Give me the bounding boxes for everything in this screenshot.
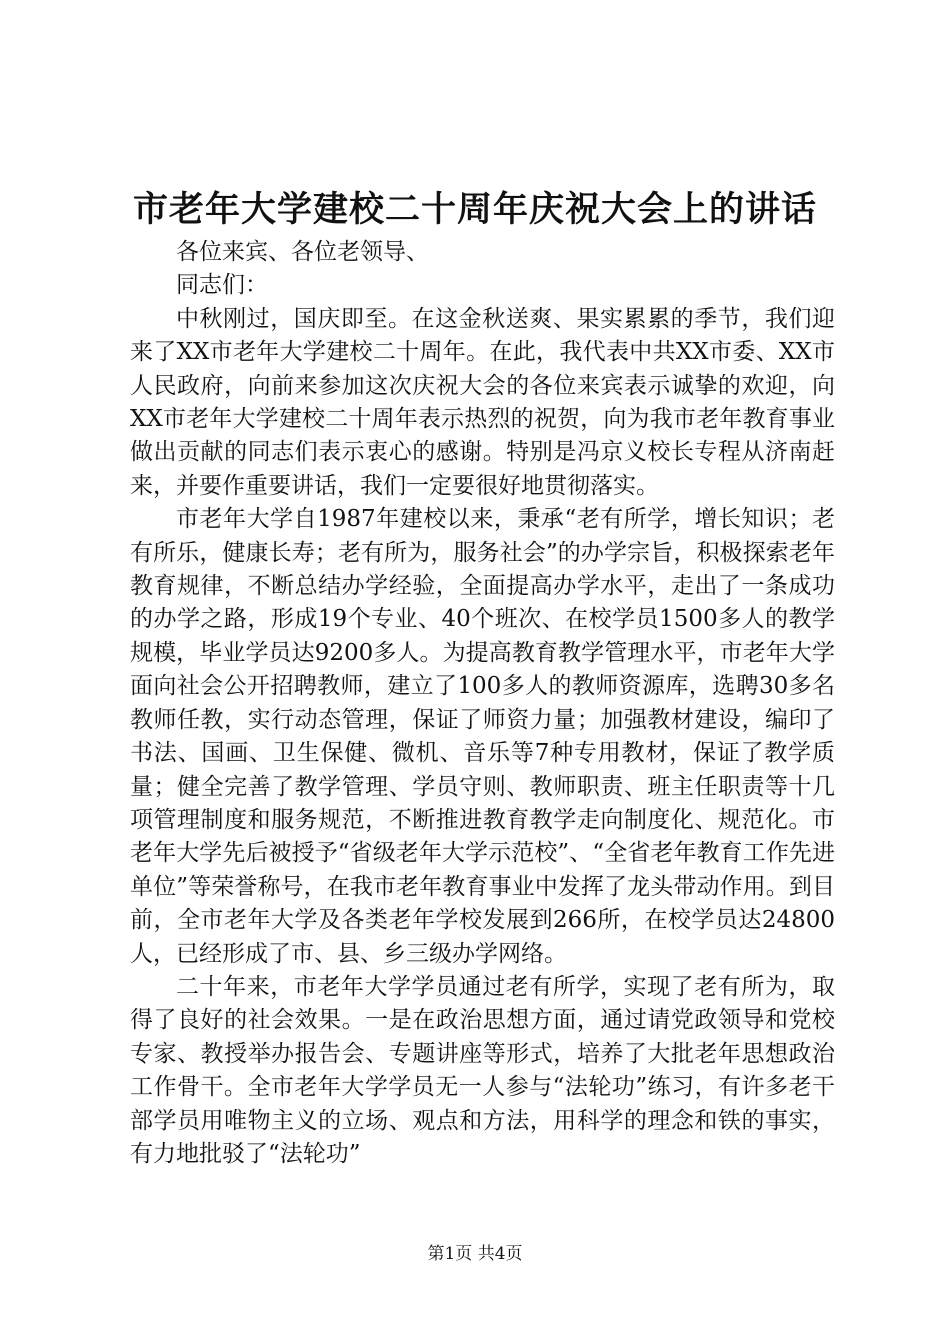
paragraph: 市老年大学自1987年建校以来，秉承“老有所学，增长知识；老有所乐，健康长寿；老有所为，服务社会”的办学宗旨，积极探索老年教育规律，不断总结办学经验，全面提高办学水平，走出了一条成功的办学之路，形成19个专业、40个班次、在校学员1500多人的教学规模，毕业学员达9200多人。为提高教育教学管理水平，市老年大学面向社会公开招聘教师，建立了100多人的教师资源库，选聘30多名教师任教，实行动态管理，保证了师资力量；加强教材建设，编印了书法、国画、卫生保健、微机、音乐等7种专用教材，保证了教学质量；健全完善了教学管理、学员守则、教师职责、班主任职责等十几项管理制度和服务规范，不断推进教育教学走向制度化、规范化。市老年大学先后被授予“省级老年大学示范校”、“全省老年教育工作先进单位”等荣誉称号，在我市老年教育事业中发挥了龙头带动作用。到目前，全市老年大学及各类老年学校发展到266所，在校学员达24800人，已经形成了市、县、乡三级办学网络。 bbox=[130, 506, 835, 967]
paragraph: 二十年来，市老年大学学员通过老有所学，实现了老有所为，取得了良好的社会效果。一是在政治思想方面，通过请党政领导和党校专家、教授举办报告会、专题讲座等形式，培养了大批老年思想政治工作骨干。全市老年大学学员无一人参与“法轮功”练习，有许多老干部学员用唯物主义的立场、观点和方法，用科学的理念和铁的事实，有力地批驳了“法轮功” bbox=[130, 973, 835, 1167]
salutation-line-1: 各位来宾、各位老领导、 bbox=[176, 239, 429, 265]
paragraph: 中秋刚过，国庆即至。在这金秋送爽、果实累累的季节，我们迎来了XX市老年大学建校二十周年。在此，我代表中共XX市委、XX市人民政府，向前来参加这次庆祝大会的各位来宾表示诚挚的欢迎，向XX市老年大学建校二十周年表示热烈的祝贺，向为我市老年教育事业做出贡献的同志们表示衷心的感谢。特别是冯京义校长专程从济南赶来，并要作重要讲话，我们一定要很好地贯彻落实。 bbox=[130, 305, 835, 499]
page-title: 市老年大学建校二十周年庆祝大会上的讲话 bbox=[132, 189, 817, 230]
page-number-footer: 第1页 共4页 bbox=[427, 1244, 523, 1264]
salutation-line-2: 同志们： bbox=[176, 272, 268, 299]
document-body bbox=[130, 236, 835, 1171]
